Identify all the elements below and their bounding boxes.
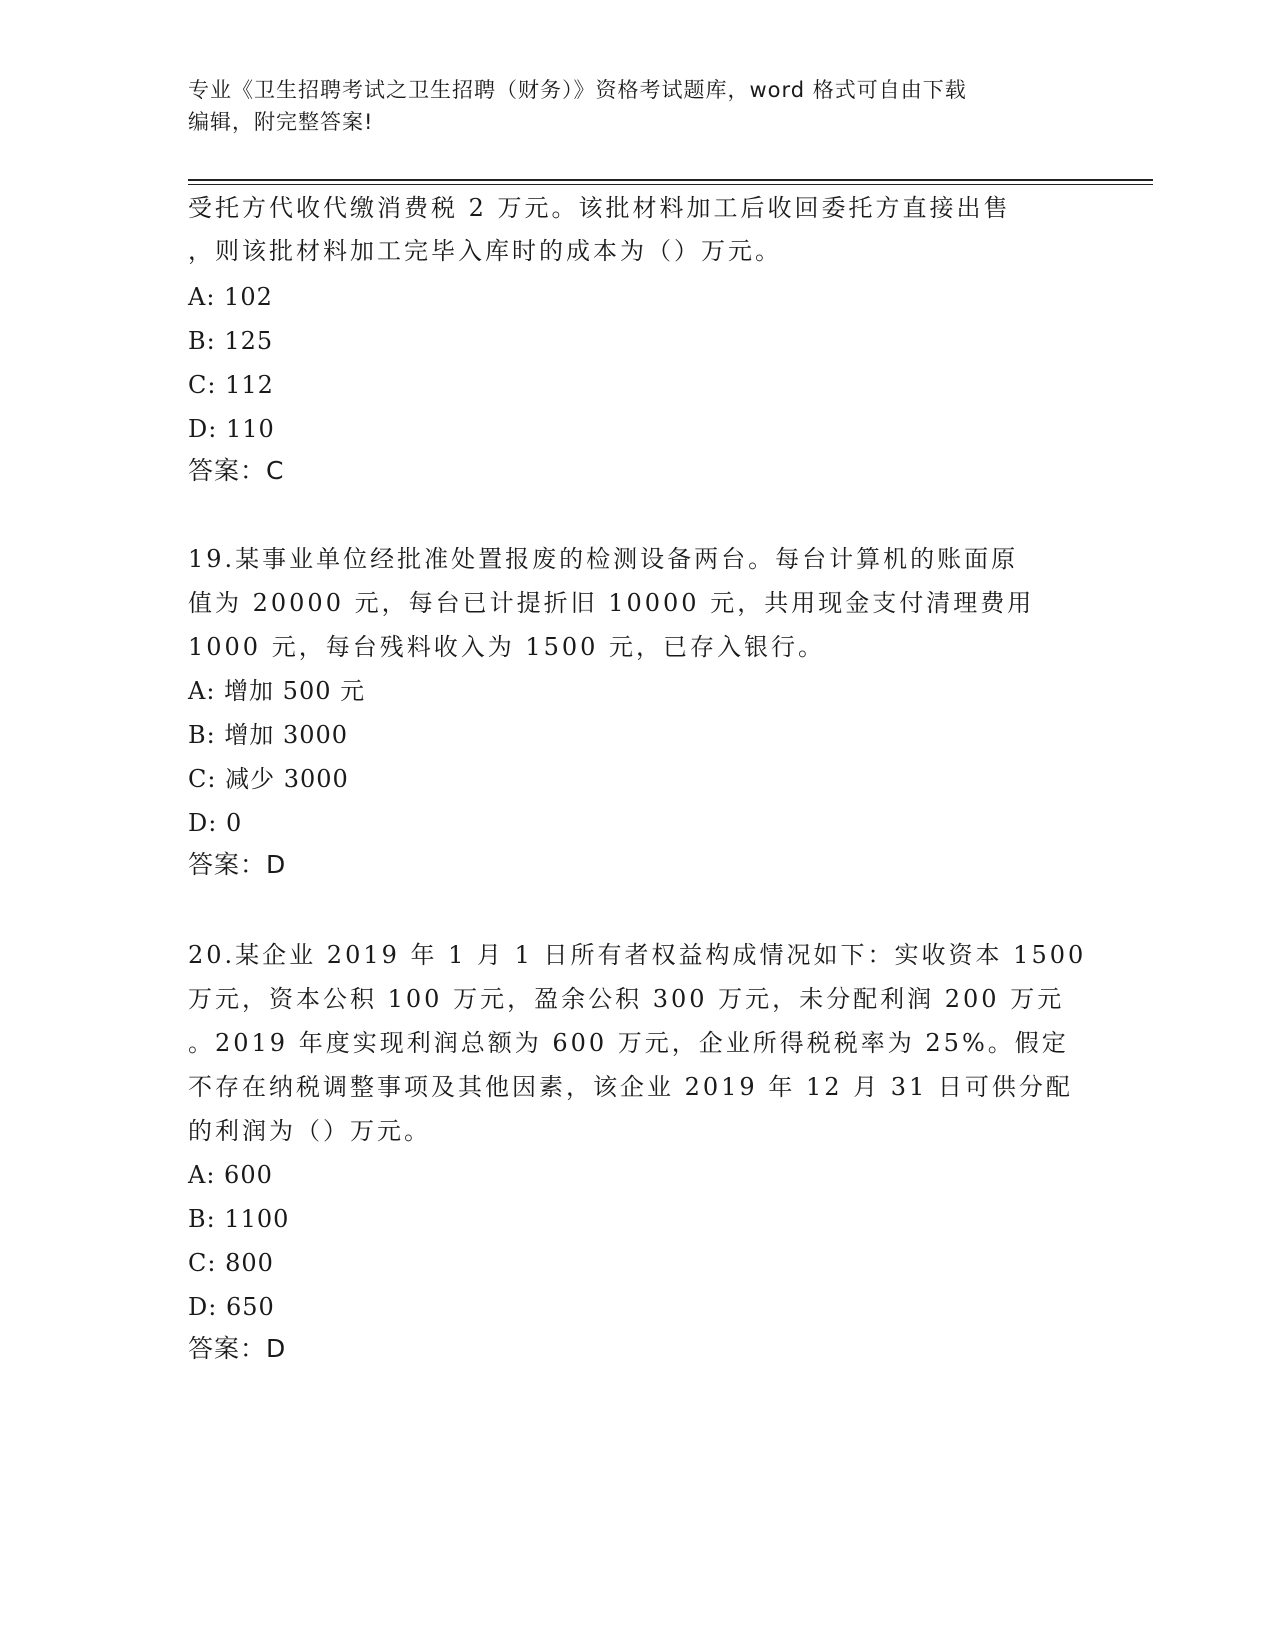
header-line-1: 专业《卫生招聘考试之卫生招聘（财务）》资格考试题库，word 格式可自由下载 — [188, 78, 967, 102]
q20-text-line-3: 。2019 年度实现利润总额为 600 万元，企业所得税税率为 25%。假定 — [188, 1029, 1069, 1057]
header-divider-thick — [188, 179, 1153, 181]
q19-text-line-3: 1000 元，每台残料收入为 1500 元，已存入银行。 — [188, 633, 826, 661]
q20-option-d: D: 650 — [188, 1293, 275, 1321]
document-header — [188, 74, 1088, 138]
q20-option-a: A: 600 — [188, 1161, 273, 1189]
q19-answer: 答案：D — [188, 850, 287, 879]
header-divider-thin — [188, 184, 1153, 185]
q18-option-a: A: 102 — [188, 283, 273, 311]
q19-text-line-2: 值为 20000 元，每台已计提折旧 10000 元，共用现金支付清理费用 — [188, 589, 1035, 617]
q20-option-b: B: 1100 — [188, 1205, 290, 1233]
q20-text-line-2: 万元，资本公积 100 万元，盈余公积 300 万元，未分配利润 200 万元 — [188, 985, 1065, 1013]
q18-option-c: C: 112 — [188, 371, 274, 399]
q20-text-line-4: 不存在纳税调整事项及其他因素，该企业 2019 年 12 月 31 日可供分配 — [188, 1073, 1073, 1101]
q20-answer: 答案：D — [188, 1334, 287, 1363]
q19-option-a: A: 增加 500 元 — [188, 677, 366, 705]
q19-text-line-1: 19.某事业单位经批准处置报废的检测设备两台。每台计算机的账面原 — [188, 545, 1019, 573]
q20-text-line-1: 20.某企业 2019 年 1 月 1 日所有者权益构成情况如下：实收资本 1500 — [188, 941, 1087, 969]
q18-answer: 答案：C — [188, 456, 285, 485]
q20-text-line-5: 的利润为（）万元。 — [188, 1117, 431, 1145]
q18-option-b: B: 125 — [188, 327, 274, 355]
q19-option-d: D: 0 — [188, 809, 243, 837]
q18-text-line-2: ，则该批材料加工完毕入库时的成本为（）万元。 — [188, 237, 782, 265]
q20-option-c: C: 800 — [188, 1249, 274, 1277]
q19-option-b: B: 增加 3000 — [188, 721, 349, 749]
header-line-2: 编辑，附完整答案! — [188, 110, 374, 134]
q19-option-c: C: 减少 3000 — [188, 765, 349, 793]
q18-option-d: D: 110 — [188, 415, 275, 443]
q18-text-line-1: 受托方代收代缴消费税 2 万元。该批材料加工后收回委托方直接出售 — [188, 194, 1011, 222]
